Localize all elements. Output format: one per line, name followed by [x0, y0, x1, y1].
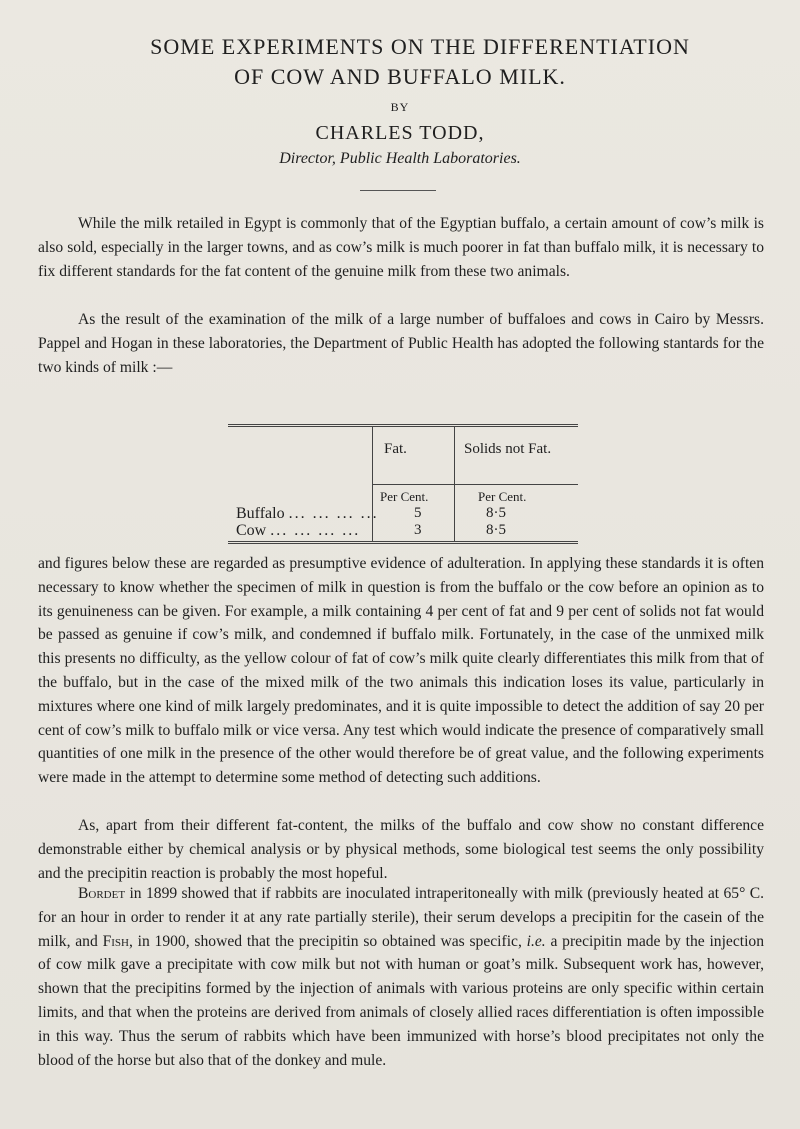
- paragraph-precipitin: [38, 882, 764, 1072]
- table-header-rule: [372, 484, 578, 485]
- paragraph-intro-2: As the result of the examination of the milk of a large number of buffaloes and cows in Cairo by Messrs. Pappel and Hogan in these laboratories, the Department of Public Health has adopted the following stantards for the two kinds of milk :—: [38, 311, 764, 376]
- header-fat: Fat.: [384, 441, 407, 457]
- paragraph-intro-1: While the milk retailed in Egypt is commonly that of the Egyptian buffalo, a certain amount of cow’s milk is also sold, especially in the larger towns, and as cow’s milk is much poorer in fat than buffalo milk, it is necessary to fix different standards for the fat content of the genuine milk from these two animals.: [38, 215, 764, 280]
- author-ref-fish: Fish: [102, 932, 129, 950]
- title-divider: [360, 190, 436, 191]
- paragraph-biological-test: As, apart from their different fat-content, the milks of the buffalo and cow show no constant difference demonstrable either by chemical analysis or by physical methods, some biological test seems the only possibility and the precipitin reaction is probably the most hopeful.: [38, 817, 764, 882]
- leader-dots: ... ... ... ...: [288, 505, 379, 522]
- by-label: BY: [390, 100, 410, 114]
- title-line-1: SOME EXPERIMENTS ON THE DIFFERENTIATION: [150, 34, 690, 59]
- standards-table: [228, 424, 578, 544]
- author-ref-bordet: Bordet: [78, 885, 126, 902]
- paragraph-adulteration: and figures below these are regarded as presumptive evidence of adulteration. In applying these standards it is often necessary to know whether the specimen of milk in question is from the buffalo or the cow before an opinion as to its genuineness can be given. For example, a milk containing 4 per cent of fat and 9 per cent of solids not fat would be passed as genuine if cow’s milk, and condemned if buffalo milk. Fortunately, in the case of the unmixed milk this presents no difficulty, as the yellow colour of fat of cow’s milk quite clearly differentiates this milk from that of the buffalo, but in the case of the mixed milk of the two animals this indication loses its value, particularly in mixtures where one kind of milk largely predominates, and it is quite impossible to detect the addition of say 20 per cent of cow’s milk to buffalo milk or vice versa. Any test which would indicate the presence of comparatively small quantities of one milk in the presence of the other would therefore be of great value, and the following experiments were made in the attempt to determine some method of detecting such additions.: [38, 555, 764, 787]
- cell-fat: 5: [414, 505, 422, 521]
- cell-fat: 3: [414, 522, 422, 538]
- text-run: a precipitin made by the injection of cow milk gave a precipitate with cow milk but not with human or goat’s milk. Subsequent work has, however, shown that the precipitins formed by the injection of animals with various proteins are only specific within certain limits, and that when the proteins are derived from animals of closely allied races differentiation is often impossible in this way. Thus the serum of rabbits which have been immunized with horse’s blood precipitates not only the blood of the horse but also that of the donkey and mule.: [38, 932, 765, 1069]
- title-line-2: OF COW AND BUFFALO MILK.: [234, 64, 566, 89]
- text-run: in 1899 showed that if rabbits are inoculated intraperitoneally with milk (previously heated at 65° C. for an hour in order to render it at any rate partially sterile), their serum develops a precipitin for the casein of the milk, and: [38, 885, 764, 950]
- author-name: CHARLES TODD,: [315, 122, 485, 144]
- unit-fat: Per Cent.: [380, 489, 429, 504]
- text-run: , in 1900, showed that the precipitin so obtained was specific,: [128, 932, 527, 950]
- header-solids-not-fat: Solids not Fat.: [464, 441, 552, 457]
- cell-solids-not-fat: 8·5: [486, 505, 506, 521]
- abbrev-ie: i.e.: [526, 932, 546, 950]
- table-row-cow: [236, 522, 360, 540]
- cell-solids-not-fat: 8·5: [486, 522, 506, 538]
- author-affiliation: Director, Public Health Laboratories.: [279, 150, 521, 167]
- row-label: Cow: [236, 522, 267, 539]
- row-label: Buffalo: [236, 505, 285, 522]
- table-row-buffalo: [236, 505, 379, 523]
- unit-solids-not-fat: Per Cent.: [478, 489, 527, 504]
- leader-dots: ... ... ... ...: [270, 522, 361, 539]
